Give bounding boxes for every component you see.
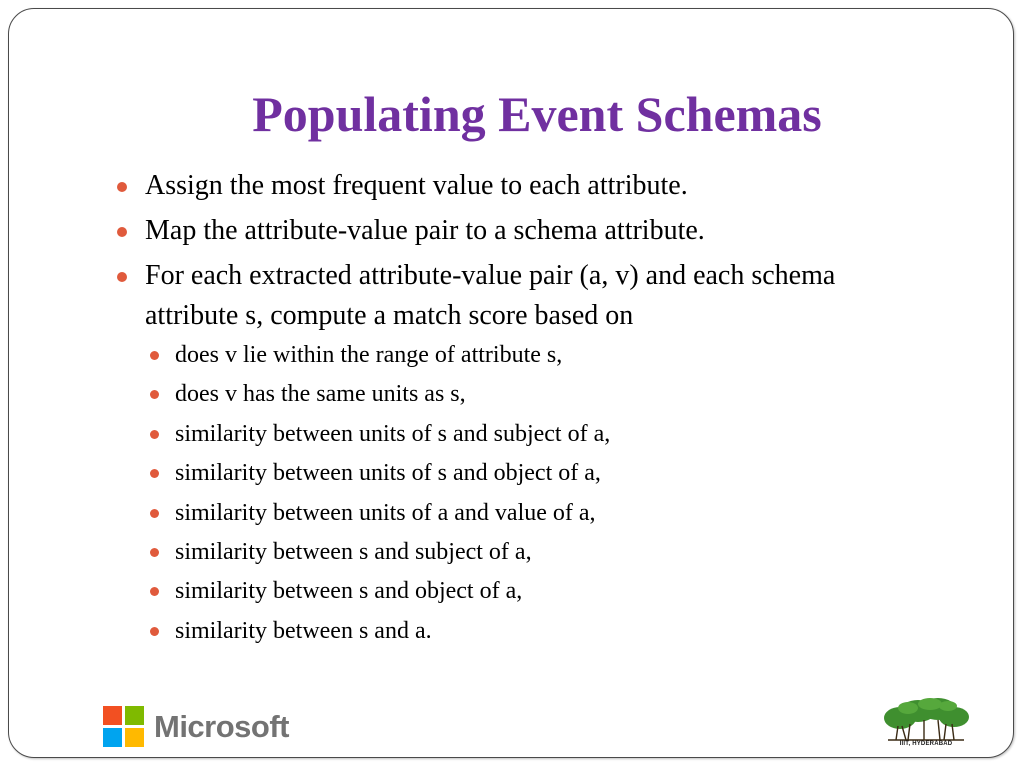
- sub-bullet-item: [150, 572, 850, 611]
- sub-bullet-list: [150, 336, 850, 651]
- sub-bullet-icon: [150, 627, 159, 636]
- bullet-list: [117, 166, 907, 644]
- microsoft-wordmark: Microsoft: [154, 708, 289, 744]
- sub-bullet-text: similarity between s and a.: [175, 617, 432, 644]
- sub-bullet-text: similarity between units of s and object of a,: [175, 460, 601, 487]
- sub-bullet-icon: [150, 587, 159, 596]
- bullet-item: [117, 211, 907, 251]
- sub-bullet-icon: [150, 390, 159, 399]
- sub-bullet-item: [150, 612, 850, 651]
- tree-icon: [878, 696, 974, 742]
- bullet-text: For each extracted attribute-value pair (a, v) and each schema attribute s, compute a match score based on: [145, 260, 836, 331]
- bullet-item: [117, 166, 907, 206]
- sub-bullet-icon: [150, 351, 159, 360]
- sub-bullet-icon: [150, 509, 159, 518]
- bullet-icon: [117, 182, 127, 192]
- sub-bullet-text: does v has the same units as s,: [175, 381, 466, 408]
- sub-bullet-item: [150, 454, 850, 493]
- bullet-icon: [117, 227, 127, 237]
- iiit-logo-text: IIIT, HYDERABAD: [899, 741, 953, 747]
- slide-title: Populating Event Schemas: [252, 86, 822, 142]
- sub-bullet-icon: [150, 548, 159, 557]
- sub-bullet-item: [150, 494, 850, 533]
- microsoft-logo: [103, 706, 289, 747]
- microsoft-windows-icon: [103, 706, 144, 747]
- sub-bullet-item: [150, 375, 850, 414]
- sub-bullet-item: [150, 336, 850, 375]
- sub-bullet-item: [150, 533, 850, 572]
- sub-bullet-text: similarity between units of s and subject of a,: [175, 420, 611, 447]
- bullet-item: [117, 256, 907, 336]
- sub-bullet-text: similarity between s and object of a,: [175, 578, 523, 605]
- sub-bullet-text: similarity between units of a and value of a,: [175, 499, 596, 526]
- sub-bullet-text: similarity between s and subject of a,: [175, 539, 532, 566]
- sub-bullet-icon: [150, 469, 159, 478]
- bullet-text: Assign the most frequent value to each attribute.: [145, 170, 688, 201]
- bullet-icon: [117, 272, 127, 282]
- sub-bullet-item: [150, 415, 850, 454]
- sub-bullet-icon: [150, 430, 159, 439]
- sub-bullet-text: does v lie within the range of attribute s,: [175, 342, 563, 368]
- bullet-text: Map the attribute-value pair to a schema attribute.: [145, 215, 705, 246]
- iiit-hyderabad-logo: [878, 696, 974, 752]
